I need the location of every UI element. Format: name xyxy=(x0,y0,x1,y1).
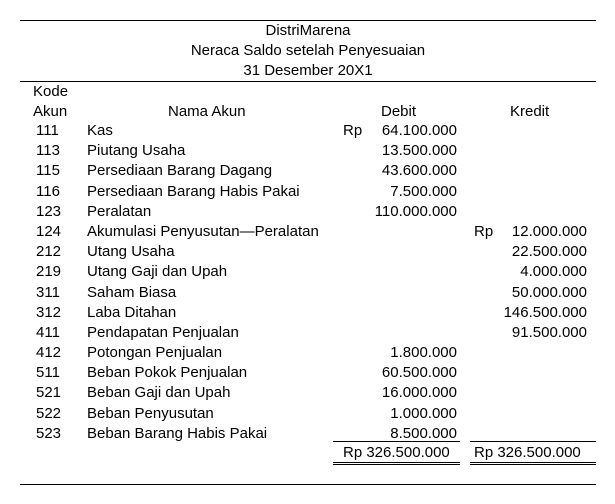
kredit-sum-rule xyxy=(470,441,596,442)
account-name: Potongan Penjualan xyxy=(87,344,223,362)
account-name: Piutang Usaha xyxy=(87,142,186,160)
account-code: 521 xyxy=(36,384,62,402)
debit-amount: 110.000.000 xyxy=(374,202,457,220)
account-name: Beban Gaji dan Upah xyxy=(87,384,231,402)
table-row xyxy=(0,161,615,181)
account-table-body xyxy=(0,121,615,444)
company-name: DistriMarena xyxy=(265,22,351,39)
account-code: 511 xyxy=(36,364,60,382)
debit-amount: 7.500.000 xyxy=(390,182,457,200)
kredit-amount: 146.500.000 xyxy=(503,303,587,321)
kredit-amount: 4.000.000 xyxy=(520,263,587,281)
table-row xyxy=(0,283,615,303)
column-header-kredit: Kredit xyxy=(510,103,550,120)
table-row xyxy=(0,343,615,363)
table-row xyxy=(0,404,615,424)
debit-amount: 13.500.000 xyxy=(381,142,457,160)
account-name: Kas xyxy=(87,122,113,139)
kredit-double-rule-2 xyxy=(470,464,596,465)
table-row xyxy=(0,222,615,242)
kredit-amount: 50.000.000 xyxy=(511,283,587,301)
account-name: Beban Penyusutan xyxy=(87,404,214,422)
debit-double-rule-1 xyxy=(333,462,460,463)
table-row xyxy=(0,141,615,161)
account-code: 124 xyxy=(36,222,62,240)
account-name: Saham Biasa xyxy=(87,283,177,301)
account-name: Pendapatan Penjualan xyxy=(87,323,239,341)
debit-amount: 8.500.000 xyxy=(390,424,457,442)
account-name: Beban Barang Habis Pakai xyxy=(87,424,268,442)
table-row xyxy=(0,303,615,323)
account-code: 219 xyxy=(36,263,62,281)
account-name: Utang Gaji dan Upah xyxy=(87,263,228,281)
debit-amount: 16.000.000 xyxy=(381,384,457,402)
account-name: Akumulasi Penyusutan—Peralatan xyxy=(87,222,319,240)
table-row xyxy=(0,323,615,343)
kredit-amount: 12.000.000 xyxy=(511,222,587,240)
debit-amount: 60.500.000 xyxy=(381,364,457,382)
account-code: 312 xyxy=(36,303,62,321)
table-row xyxy=(0,182,615,202)
account-name: Laba Ditahan xyxy=(87,303,177,321)
table-row xyxy=(0,363,615,383)
account-code: 212 xyxy=(36,243,62,261)
report-date: 31 Desember 20X1 xyxy=(243,62,373,79)
debit-double-rule-2 xyxy=(333,464,460,465)
debit-currency: Rp xyxy=(343,122,363,139)
debit-sum-rule xyxy=(333,441,460,442)
account-name: Persediaan Barang Dagang xyxy=(87,162,273,180)
account-code: 113 xyxy=(36,142,60,160)
bottom-rule xyxy=(20,484,596,485)
table-row xyxy=(0,262,615,282)
account-code: 311 xyxy=(36,283,60,301)
account-code: 123 xyxy=(36,202,62,220)
account-code: 111 xyxy=(36,122,59,139)
column-header-nama-akun: Nama Akun xyxy=(168,103,246,120)
kredit-amount: 22.500.000 xyxy=(511,243,587,261)
account-name: Utang Usaha xyxy=(87,243,175,261)
total-debit: Rp 326.500.000 xyxy=(343,444,450,461)
account-code: 522 xyxy=(36,404,62,422)
header-rule xyxy=(20,81,596,82)
debit-amount: 43.600.000 xyxy=(381,162,457,180)
kredit-currency: Rp xyxy=(474,222,494,240)
table-row xyxy=(0,121,615,141)
debit-amount: 1.800.000 xyxy=(390,344,457,362)
table-row xyxy=(0,242,615,262)
account-name: Beban Pokok Penjualan xyxy=(87,364,248,382)
account-code: 412 xyxy=(36,344,62,362)
account-code: 411 xyxy=(36,323,60,341)
report-title: Neraca Saldo setelah Penyesuaian xyxy=(190,42,426,59)
account-code: 115 xyxy=(36,162,60,180)
table-row xyxy=(0,202,615,222)
column-header-kode: Kode xyxy=(33,83,69,100)
column-header-akun: Akun xyxy=(33,103,68,120)
table-row xyxy=(0,383,615,403)
debit-amount: 64.100.000 xyxy=(381,122,457,139)
debit-amount: 1.000.000 xyxy=(390,404,457,422)
kredit-amount: 91.500.000 xyxy=(511,323,587,341)
total-kredit: Rp 326.500.000 xyxy=(474,444,581,461)
account-code: 523 xyxy=(36,424,62,442)
kredit-double-rule-1 xyxy=(470,462,596,463)
account-name: Peralatan xyxy=(87,202,152,220)
column-header-debit: Debit xyxy=(381,103,417,120)
account-name: Persediaan Barang Habis Pakai xyxy=(87,182,300,200)
account-code: 116 xyxy=(36,182,60,200)
